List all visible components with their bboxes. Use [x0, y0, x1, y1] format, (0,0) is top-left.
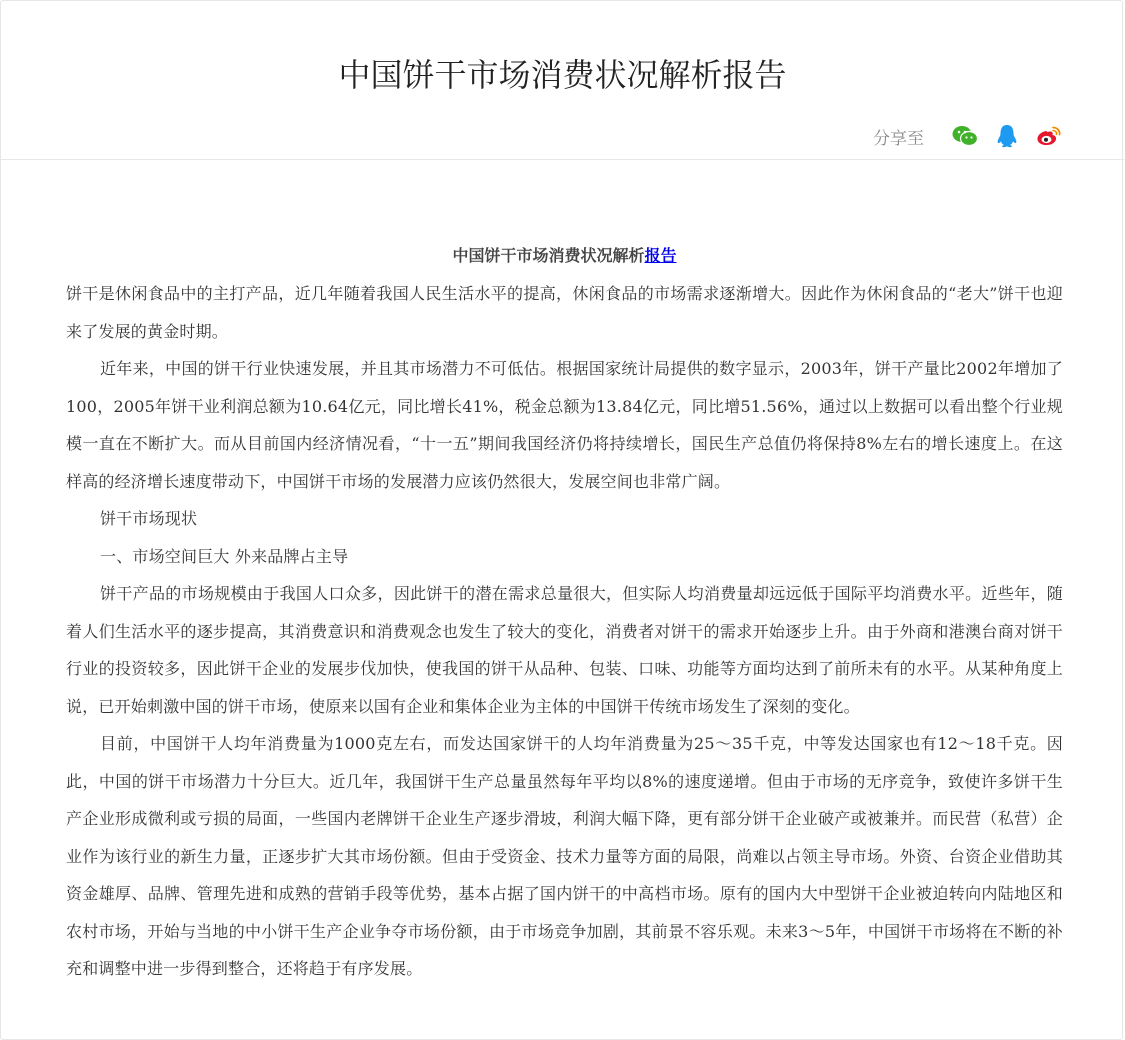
share-weibo-button[interactable] [1034, 121, 1064, 151]
page-title: 中国饼干市场消费状况解析报告 [338, 56, 787, 94]
share-qq-button[interactable] [992, 121, 1022, 151]
page-header [1, 1, 1124, 160]
subsection-heading-market-space: 一、市场空间巨大 外来品牌占主导 [100, 546, 349, 566]
paragraph-market-scale: 饼干产品的市场规模由于我国人口众多，因此饼干的潜在需求总量很大，但实际人均消费量却远远低于国际平均消费水平。近些年，随着人们生活水平的逐步提高，其消费意识和消费观念也发生了较大的变化，消费者对饼干的需求开始逐步上升。由于外商和港澳台商对饼干行业的投资较多，因此饼干企业的发展步伐加快，使我国的饼干从品种、包装、口味、功能等方面均达到了前所未有的水平。从某种角度上说，已开始刺激中国的饼干市场，使原来以国有企业和集体企业为主体的中国饼干传统市场发生了深刻的变化。 [66, 584, 1063, 716]
wechat-icon [952, 124, 978, 148]
paragraph-intro: 饼干是休闲食品中的主打产品，近几年随着我国人民生活水平的提高，休闲食品的市场需求逐渐增大。因此作为休闲食品的“老大”饼干也迎来了发展的黄金时期。 [66, 284, 1063, 341]
share-label: 分享至 [873, 128, 924, 149]
share-bar [873, 121, 1064, 151]
article-heading-text: 中国饼干市场消费状况解析 [452, 246, 645, 265]
qq-icon [996, 124, 1018, 148]
section-heading-market-status: 饼干市场现状 [100, 509, 198, 528]
article-body [66, 241, 1063, 988]
share-wechat-button[interactable] [950, 121, 980, 151]
article-heading [66, 241, 1063, 271]
paragraph-consumption: 目前，中国饼干人均年消费量为1000克左右，而发达国家饼干的人均年消费量为25～35千克，中等发达国家也有12～18千克。因此，中国的饼干市场潜力十分巨大。近几年，我国饼干生产总量虽然每年平均以8%的速度递增。但由于市场的无序竞争，致使许多饼干生产企业形成微利或亏损的局面，一些国内老牌饼干企业生产逐步滑坡，利润大幅下降，更有部分饼干企业破产或被兼并。而民营（私营）企业作为该行业的新生力量，正逐步扩大其市场份额。但由于受资金、技术力量等方面的局限，尚难以占领主导市场。外资、台资企业借助其资金雄厚、品牌、管理先进和成熟的营销手段等优势，基本占据了国内饼干的中高档市场。原有的国内大中型饼干企业被迫转向内陆地区和农村市场，开始与当地的中小饼干生产企业争夺市场份额，由于市场竞争加剧，其前景不容乐观。未来3～5年，中国饼干市场将在不断的补充和调整中进一步得到整合，还将趋于有序发展。 [66, 734, 1063, 978]
report-link[interactable]: 报告 [644, 246, 677, 265]
paragraph-growth: 近年来，中国的饼干行业快速发展，并且其市场潜力不可低估。根据国家统计局提供的数字显示，2003年，饼干产量比2002年增加了100，2005年饼干业利润总额为10.64亿元，同比增长41%，税金总额为13.84亿元，同比增51.56%，通过以上数据可以看出整个行业规模一直在不断扩大。而从目前国内经济情况看，“十一五”期间我国经济仍将持续增长，国民生产总值仍将保持8%左右的增长速度上。在这样高的经济增长速度带动下，中国饼干市场的发展潜力应该仍然很大，发展空间也非常广阔。 [66, 359, 1063, 491]
weibo-icon [1036, 124, 1062, 148]
